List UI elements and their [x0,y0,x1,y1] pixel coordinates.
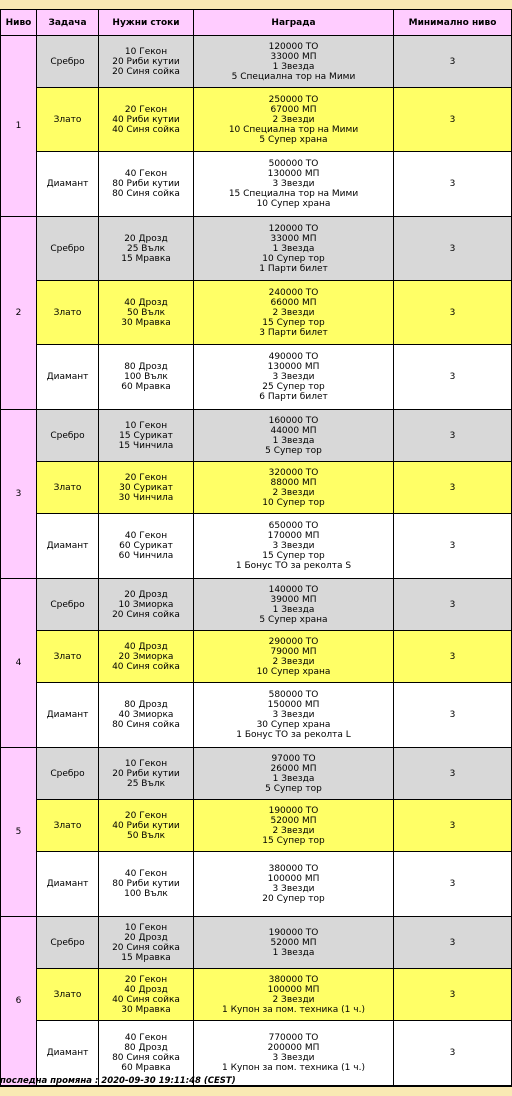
reward-item: 150000 МП [267,700,320,710]
reward-item: 20 Супер тор [262,894,325,904]
goods-cell [99,410,194,462]
reward-item: 5 Специална тор на Мими [231,71,356,82]
reward-item: 44000 МП [270,425,317,436]
level-cell: 4 [1,579,37,748]
table-header-row [1,10,511,36]
table-row [1,852,511,917]
goods-item: 20 Синя сойка [112,66,180,77]
min-level-cell: 3 [394,281,511,345]
reward-item: 170000 МП [267,531,320,541]
min-level-cell: 3 [394,969,511,1021]
reward-item: 2 Звезди [272,994,315,1005]
table-row [1,631,511,683]
reward-item: 25 Супер тор [262,382,325,392]
goods-item: 60 Мравка [121,1063,171,1073]
reward-item: 120000 ТО [268,223,319,234]
reward-item: 33000 МП [270,233,317,244]
goods-item: 40 Гекон [124,169,168,179]
reward-cell [194,852,394,917]
goods-item: 20 Риби кутии [112,56,180,67]
rewards-table [0,9,512,1087]
goods-item: 40 Синя сойка [112,661,180,672]
reward-item: 100000 МП [267,874,320,884]
goods-item: 40 Синя сойка [112,994,180,1005]
header-goods: Нужни стоки [99,10,194,36]
reward-item: 5 Супер тор [265,783,322,794]
level-cell: 6 [1,917,37,1086]
reward-item: 1 Звезда [272,604,315,615]
reward-item: 240000 ТО [268,287,319,298]
goods-item: 20 Дрозд [124,233,168,244]
reward-item: 200000 МП [267,1043,320,1053]
task-cell: Сребро [37,217,99,281]
reward-item: 39000 МП [270,594,317,605]
goods-item: 20 Синя сойка [112,942,180,953]
goods-item: 80 Синя сойка [112,189,180,199]
header-reward: Награда [194,10,394,36]
goods-cell [99,800,194,852]
reward-item: 100000 МП [267,984,320,995]
table-row [1,800,511,852]
reward-item: 190000 ТО [268,805,319,816]
reward-item: 6 Парти билет [259,392,328,402]
reward-item: 26000 МП [270,763,317,774]
task-cell: Злато [37,88,99,152]
reward-item: 2 Звезди [272,114,315,125]
reward-cell [194,36,394,88]
goods-cell [99,152,194,217]
goods-cell [99,345,194,410]
goods-item: 15 Мравка [121,253,171,264]
reward-cell [194,917,394,969]
task-cell: Диамант [37,852,99,917]
min-level-cell: 3 [394,345,511,410]
goods-item: 20 Гекон [124,974,168,985]
reward-item: 30 Супер храна [256,720,331,730]
reward-item: 1 Звезда [272,947,315,958]
goods-item: 80 Синя сойка [112,1053,180,1063]
reward-item: 79000 МП [270,646,317,657]
reward-item: 88000 МП [270,477,317,488]
table-row [1,579,511,631]
table-row [1,514,511,579]
table-row [1,917,511,969]
min-level-cell: 3 [394,683,511,748]
goods-cell [99,631,194,683]
goods-cell [99,579,194,631]
level-cell: 2 [1,217,37,410]
reward-item: 130000 МП [267,362,320,372]
reward-item: 120000 ТО [268,41,319,52]
task-cell: Сребро [37,748,99,800]
task-cell: Сребро [37,410,99,462]
reward-item: 10 Супер храна [256,199,331,209]
reward-item: 1 Звезда [272,435,315,446]
goods-item: 40 Риби кутии [112,820,180,831]
reward-item: 10 Супер храна [256,666,331,677]
reward-item: 130000 МП [267,169,320,179]
task-cell: Диамант [37,514,99,579]
goods-cell [99,217,194,281]
reward-item: 5 Супер тор [265,445,322,456]
goods-item: 10 Гекон [124,420,168,431]
header-min-level: Минимално ниво [394,10,511,36]
goods-item: 30 Чинчила [118,492,174,503]
reward-cell [194,748,394,800]
goods-item: 100 Вълк [124,372,168,382]
min-level-cell: 3 [394,88,511,152]
table-row [1,281,511,345]
goods-item: 40 Змиорка [118,710,174,720]
reward-cell [194,514,394,579]
goods-item: 10 Змиорка [118,599,174,610]
reward-item: 3 Звезди [272,541,315,551]
reward-item: 2 Звезди [272,487,315,498]
reward-item: 380000 ТО [268,974,319,985]
reward-item: 52000 МП [270,937,317,948]
reward-item: 10 Супер тор [262,497,325,508]
reward-item: 3 Звезди [272,884,315,894]
goods-item: 15 Мравка [121,952,171,963]
reward-item: 250000 ТО [268,94,319,105]
goods-item: 25 Вълк [126,778,166,789]
goods-item: 40 Риби кутии [112,114,180,125]
goods-cell [99,88,194,152]
min-level-cell: 3 [394,917,511,969]
goods-item: 40 Дрозд [124,984,168,995]
table-row [1,969,511,1021]
table-row [1,345,511,410]
table-row [1,748,511,800]
min-level-cell: 3 [394,800,511,852]
goods-cell [99,852,194,917]
level-cell: 1 [1,36,37,217]
goods-item: 15 Чинчила [118,440,174,451]
reward-item: 490000 ТО [268,352,319,362]
reward-item: 190000 ТО [268,927,319,938]
goods-item: 20 Змиорка [118,651,174,662]
goods-item: 20 Синя сойка [112,609,180,620]
reward-item: 97000 ТО [271,753,316,764]
reward-item: 5 Супер храна [259,614,328,625]
goods-item: 20 Риби кутии [112,768,180,779]
task-cell: Сребро [37,917,99,969]
reward-cell [194,88,394,152]
goods-cell [99,969,194,1021]
reward-item: 3 Звезди [272,1053,315,1063]
goods-item: 80 Синя сойка [112,720,180,730]
reward-item: 1 Парти билет [259,263,328,274]
goods-item: 20 Дрозд [124,589,168,600]
reward-cell [194,281,394,345]
goods-item: 40 Гекон [124,531,168,541]
task-cell: Диамант [37,152,99,217]
goods-item: 20 Гекон [124,472,168,483]
reward-item: 320000 ТО [268,467,319,478]
goods-item: 15 Сурикат [119,430,173,441]
reward-cell [194,410,394,462]
goods-item: 30 Сурикат [119,482,173,493]
reward-item: 2 Звезди [272,825,315,836]
goods-item: 50 Вълк [126,307,166,318]
reward-item: 290000 ТО [268,636,319,647]
reward-item: 3 Звезди [272,372,315,382]
reward-item: 770000 ТО [268,1033,319,1043]
reward-item: 15 Супер тор [262,317,325,328]
task-cell: Сребро [37,579,99,631]
reward-item: 15 Супер тор [262,551,325,561]
reward-item: 160000 ТО [268,415,319,426]
reward-cell [194,800,394,852]
task-cell: Злато [37,281,99,345]
min-level-cell: 3 [394,462,511,514]
reward-cell [194,345,394,410]
header-task: Задача [37,10,99,36]
reward-item: 500000 ТО [268,159,319,169]
goods-item: 10 Гекон [124,922,168,933]
reward-item: 2 Звезди [272,307,315,318]
reward-item: 10 Супер тор [262,253,325,264]
goods-item: 40 Синя сойка [112,124,180,135]
min-level-cell: 3 [394,514,511,579]
reward-item: 1 Купон за пом. техника (1 ч.) [222,1063,365,1073]
level-cell: 3 [1,410,37,579]
level-cell: 5 [1,748,37,917]
reward-item: 140000 ТО [268,584,319,595]
reward-cell [194,579,394,631]
task-cell: Злато [37,462,99,514]
reward-item: 52000 МП [270,815,317,826]
table-row [1,683,511,748]
reward-item: 380000 ТО [268,864,319,874]
reward-cell [194,152,394,217]
goods-item: 80 Риби кутии [112,879,180,889]
reward-cell [194,631,394,683]
min-level-cell: 3 [394,631,511,683]
reward-item: 1 Звезда [272,61,315,72]
goods-item: 40 Гекон [124,1033,168,1043]
reward-item: 15 Специална тор на Мими [228,189,359,199]
reward-cell [194,969,394,1021]
reward-cell [194,683,394,748]
min-level-cell: 3 [394,36,511,88]
table-row [1,152,511,217]
reward-cell [194,462,394,514]
goods-item: 80 Дрозд [124,700,168,710]
table-row [1,462,511,514]
reward-item: 3 Парти билет [259,327,328,338]
goods-item: 10 Гекон [124,46,168,57]
reward-item: 66000 МП [270,297,317,308]
goods-item: 25 Вълк [126,243,166,254]
reward-item: 580000 ТО [268,690,319,700]
task-cell: Диамант [37,1021,99,1086]
min-level-cell: 3 [394,217,511,281]
reward-item: 1 Купон за пом. техника (1 ч.) [222,1004,365,1015]
goods-item: 30 Мравка [121,317,171,328]
min-level-cell: 3 [394,410,511,462]
goods-item: 20 Гекон [124,104,168,115]
goods-item: 40 Дрозд [124,297,168,308]
goods-cell [99,462,194,514]
table-row [1,88,511,152]
goods-cell [99,683,194,748]
goods-item: 100 Вълк [124,889,168,899]
goods-item: 80 Риби кутии [112,179,180,189]
goods-cell [99,917,194,969]
goods-item: 30 Мравка [121,1004,171,1015]
goods-item: 40 Дрозд [124,641,168,652]
goods-item: 40 Гекон [124,869,168,879]
reward-item: 650000 ТО [268,521,319,531]
last-modified-footer: последна промяна : 2020-09-30 19:11:48 (CEST) [0,1076,236,1086]
goods-item: 50 Вълк [126,830,166,841]
goods-cell [99,36,194,88]
goods-item: 80 Дрозд [124,1043,168,1053]
task-cell: Злато [37,800,99,852]
task-cell: Сребро [37,36,99,88]
reward-item: 1 Звезда [272,243,315,254]
reward-item: 10 Специална тор на Мими [228,124,359,135]
reward-item: 3 Звезди [272,179,315,189]
min-level-cell: 3 [394,852,511,917]
reward-item: 67000 МП [270,104,317,115]
task-cell: Диамант [37,683,99,748]
reward-item: 3 Звезди [272,710,315,720]
table-row [1,217,511,281]
reward-item: 2 Звезди [272,656,315,667]
goods-cell [99,281,194,345]
reward-item: 1 Бонус ТО за реколта L [236,730,351,740]
goods-item: 60 Мравка [121,382,171,392]
table-row [1,36,511,88]
goods-cell [99,748,194,800]
goods-cell [99,514,194,579]
goods-item: 80 Дрозд [124,362,168,372]
reward-item: 5 Супер храна [259,134,328,145]
reward-item: 1 Бонус ТО за реколта S [235,561,352,571]
goods-item: 60 Чинчила [118,551,174,561]
task-cell: Диамант [37,345,99,410]
goods-item: 60 Сурикат [119,541,173,551]
reward-item: 15 Супер тор [262,835,325,846]
header-level: Ниво [1,10,37,36]
min-level-cell: 3 [394,748,511,800]
goods-item: 20 Дрозд [124,932,168,943]
min-level-cell: 3 [394,1021,511,1086]
task-cell: Злато [37,969,99,1021]
table-row [1,410,511,462]
min-level-cell: 3 [394,579,511,631]
min-level-cell: 3 [394,152,511,217]
task-cell: Злато [37,631,99,683]
reward-item: 33000 МП [270,51,317,62]
reward-item: 1 Звезда [272,773,315,784]
reward-cell [194,217,394,281]
goods-item: 10 Гекон [124,758,168,769]
goods-item: 20 Гекон [124,810,168,821]
